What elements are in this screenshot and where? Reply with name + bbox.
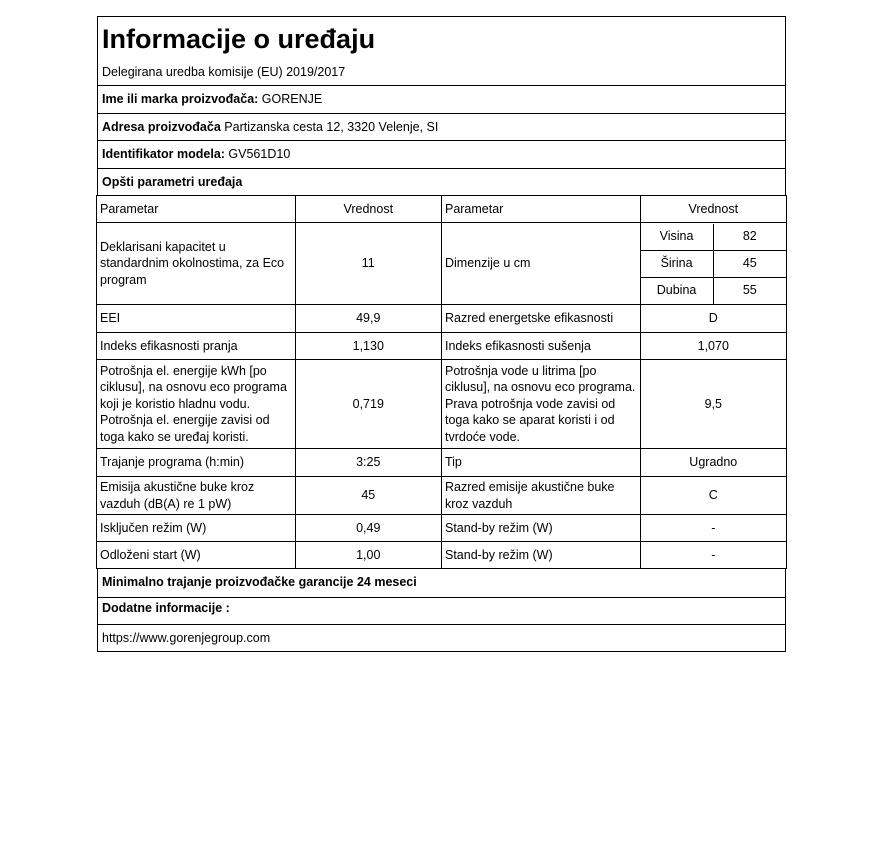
value-cell: 1,070	[640, 333, 786, 360]
parameter-cell: Stand-by režim (W)	[441, 515, 640, 542]
additional-info-label: Dodatne informacije :	[102, 600, 230, 615]
parameter-cell: Deklarisani kapacitet u standardnim okolnostima, za Eco program	[97, 223, 296, 305]
page-title: Informacije o uređaju	[102, 24, 376, 54]
dimension-label: Širina	[641, 250, 714, 277]
value-cell: 1,00	[295, 542, 441, 569]
dimension-label: Visina	[641, 224, 714, 251]
column-header: Parametar	[441, 196, 640, 223]
section-row	[98, 168, 785, 196]
parameter-cell: Isključen režim (W)	[97, 515, 296, 542]
value-cell: C	[640, 477, 786, 515]
address-value: Partizanska cesta 12, 3320 Velenje, SI	[224, 119, 439, 134]
table-row	[97, 333, 787, 360]
manufacturer-label: Ime ili marka proizvođača:	[102, 92, 259, 106]
dimension-value: 45	[713, 250, 786, 277]
parameter-cell: Emisija akustične buke kroz vazduh (dB(A) re 1 pW)	[97, 477, 296, 515]
manufacturer-value: GORENJE	[261, 92, 323, 106]
dimension-value: 55	[742, 283, 757, 298]
table-header-row	[97, 196, 787, 223]
model-value: GV561D10	[228, 147, 291, 161]
footer-box	[97, 569, 786, 652]
dimensions-table	[641, 224, 786, 304]
column-header: Vrednost	[295, 196, 441, 223]
parameter-cell: Dimenzije u cm	[441, 223, 640, 305]
value-cell: Ugradno	[640, 449, 786, 477]
url-row	[98, 624, 785, 652]
parameter-cell: EEI	[97, 305, 296, 333]
table-row	[97, 477, 787, 515]
value-cell: 9,5	[640, 360, 786, 449]
parameter-cell: Potrošnja el. energije kWh [po ciklusu], na osnovu eco programa koji je koristio hladnu vodu. Potrošnja el. energije zavisi od toga kako se uređaj koristi.	[97, 360, 296, 449]
value-cell: D	[640, 305, 786, 333]
parameter-cell: Odloženi start (W)	[97, 542, 296, 569]
dimension-label: Dubina	[641, 277, 714, 304]
title-block	[98, 16, 785, 85]
table-row	[97, 305, 787, 333]
value-cell: 0,49	[295, 515, 441, 542]
manufacturer-row	[98, 85, 785, 113]
parameter-cell: Stand-by režim (W)	[441, 542, 640, 569]
table-row	[97, 223, 787, 305]
additional-info-row	[98, 597, 785, 625]
warranty-row	[98, 569, 785, 597]
value-cell: -	[640, 542, 786, 569]
product-info-sheet	[97, 16, 786, 652]
column-header: Vrednost	[640, 196, 786, 223]
regulation-subtitle: Delegirana uredba komisije (EU) 2019/2017	[102, 65, 346, 79]
dimensions-cell	[640, 223, 786, 305]
table-row	[97, 515, 787, 542]
table-row	[97, 449, 787, 477]
table-row	[97, 360, 787, 449]
parameters-table	[96, 195, 787, 569]
parameter-cell: Trajanje programa (h:min)	[97, 449, 296, 477]
column-header: Parametar	[97, 196, 296, 223]
parameter-cell: Potrošnja vode u litrima [po ciklusu], na osnovu eco programa. Prava potrošnja vode zavisi od toga kako se aparat koristi i od tvrdoće vode.	[441, 360, 640, 449]
value-cell: 0,719	[295, 360, 441, 449]
model-label: Identifikator modela:	[102, 147, 225, 161]
info-box	[97, 16, 786, 195]
parameter-cell: Indeks efikasnosti pranja	[97, 333, 296, 360]
manufacturer-url[interactable]: https://www.gorenjegroup.com	[102, 631, 271, 645]
model-row	[98, 140, 785, 168]
table-row	[97, 542, 787, 569]
value-cell: 3:25	[295, 449, 441, 477]
parameter-cell: Indeks efikasnosti sušenja	[441, 333, 640, 360]
warranty-value: 24 meseci	[356, 575, 417, 589]
value-cell: 45	[295, 477, 441, 515]
value-cell: 11	[295, 223, 441, 305]
parameter-cell: Tip	[441, 449, 640, 477]
parameter-cell: Razred energetske efikasnosti	[441, 305, 640, 333]
address-label: Adresa proizvođača	[102, 119, 221, 134]
value-cell: 1,130	[295, 333, 441, 360]
warranty-label: Minimalno trajanje proizvođačke garancije	[102, 575, 354, 589]
dimension-value: 82	[713, 224, 786, 251]
value-cell: -	[640, 515, 786, 542]
parameter-cell: Razred emisije akustične buke kroz vazduh	[441, 477, 640, 515]
value-cell: 49,9	[295, 305, 441, 333]
address-row	[98, 113, 785, 141]
section-title: Opšti parametri uređaja	[102, 174, 243, 189]
